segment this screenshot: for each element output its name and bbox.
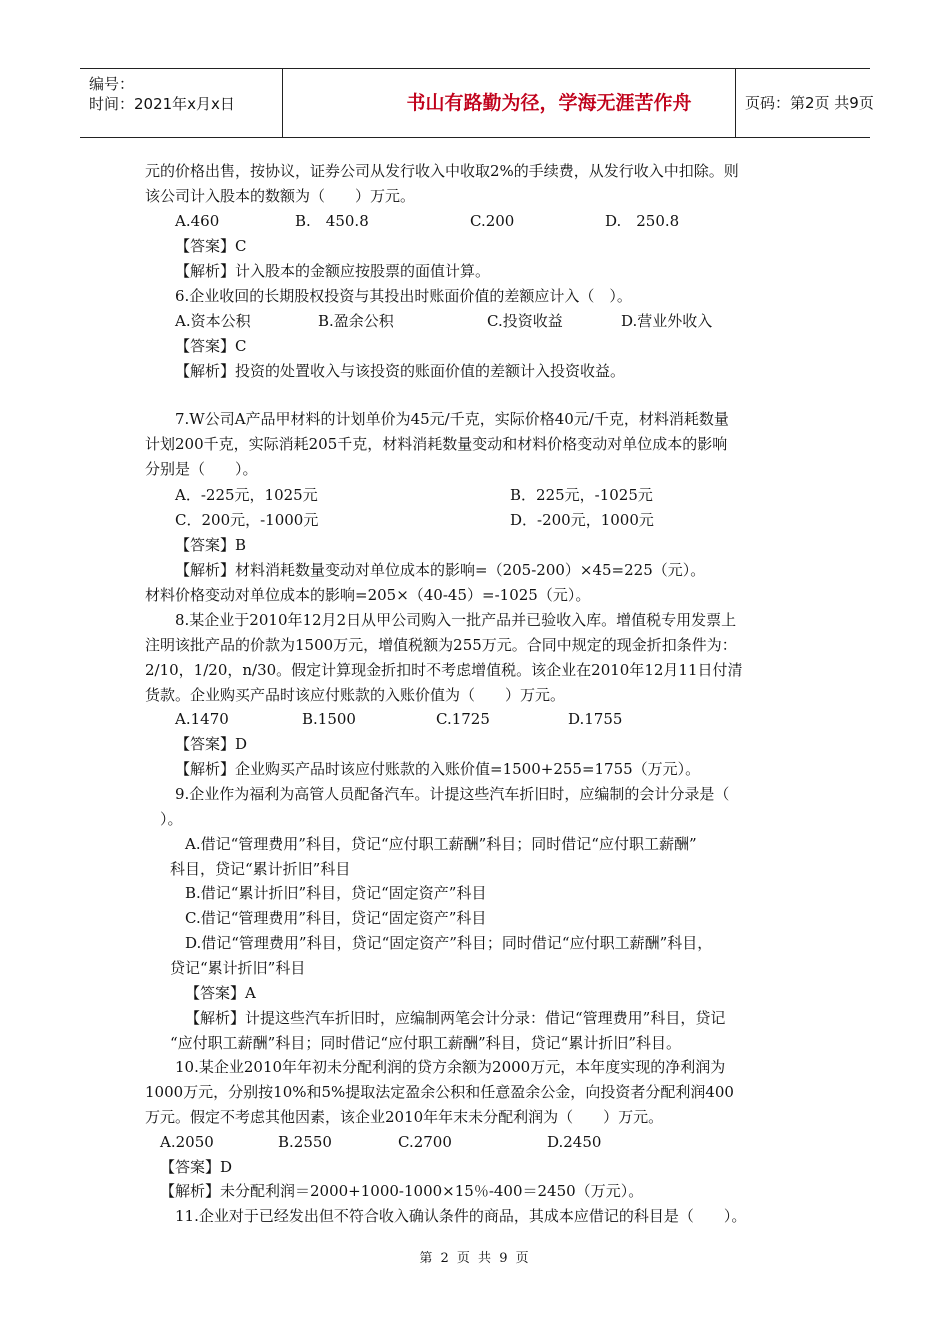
option-a: A.1470 xyxy=(175,710,229,728)
option-c: C.200 xyxy=(470,212,515,230)
answer-line: 【答案】D xyxy=(160,1158,233,1176)
answer-line: 【答案】A xyxy=(185,984,256,1002)
explanation-line: “应付职工薪酬”科目；同时借记“应付职工薪酬”科目，贷记“累计折旧”科目。 xyxy=(170,1034,682,1052)
option-b: B.盈余公积 xyxy=(318,312,394,330)
page-footer: 第 2 页 共 9 页 xyxy=(419,1251,531,1266)
explanation-line: 【解析】投资的处置收入与该投资的账面价值的差额计入投资收益。 xyxy=(175,362,626,380)
option-c: C.借记“管理费用”科目，贷记“固定资产”科目 xyxy=(185,909,487,927)
option-d: D.营业外收入 xyxy=(621,312,713,330)
header-meta xyxy=(80,69,280,137)
explanation-line: 【解析】未分配利润＝2000+1000-1000×15％-400＝2450（万元）。 xyxy=(160,1182,644,1200)
option-c: C.2700 xyxy=(398,1133,452,1151)
header-divider xyxy=(282,69,283,137)
question-6: 6.企业收回的长期股权投资与其投出时账面价值的差额应计入（ ）。 xyxy=(175,287,632,305)
option-a: A.460 xyxy=(175,212,220,230)
option-c: C.1725 xyxy=(436,710,490,728)
option-b: B.1500 xyxy=(302,710,356,728)
text-line: 元的价格出售，按协议，证券公司从发行收入中收取2%的手续费，从发行收入中扣除。则 xyxy=(145,162,739,180)
option-a: A.资本公积 xyxy=(175,312,251,330)
option-d: D.2450 xyxy=(547,1133,602,1151)
answer-line: 【答案】D xyxy=(175,735,248,753)
option-c: C.投资收益 xyxy=(487,312,563,330)
explanation-line: 材料价格变动对单位成本的影响=205×（40-45）=-1025（元）。 xyxy=(145,586,591,604)
question-8: 8.某企业于2010年12月2日从甲公司购入一批产品并已验收入库。增值税专用发票上 xyxy=(175,611,737,629)
date-label: 时间：2021年x月x日 xyxy=(89,95,235,113)
question-10: 10.某企业2010年年初未分配利润的贷方余额为2000万元，本年度实现的净利润为 xyxy=(175,1058,726,1076)
serial-number-label: 编号： xyxy=(89,75,135,93)
option-b: B．225元，-1025元 xyxy=(510,486,653,504)
text-line: 分别是（ ）。 xyxy=(145,460,258,478)
option-d: D．-200元，1000元 xyxy=(510,511,654,529)
text-line: 科目，贷记“累计折旧”科目 xyxy=(170,860,351,878)
answer-line: 【答案】B xyxy=(175,536,247,554)
option-c: C．200元，-1000元 xyxy=(175,511,319,529)
option-b: B. 450.8 xyxy=(295,212,369,230)
text-line: 贷记“累计折旧”科目 xyxy=(170,959,306,977)
explanation-line: 【解析】企业购买产品时该应付账款的入账价值=1500+255=1755（万元）。 xyxy=(175,760,701,778)
option-b: B.借记“累计折旧”科目，贷记“固定资产”科目 xyxy=(185,884,487,902)
text-line: 计划200千克，实际消耗205千克，材料消耗数量变动和材料价格变动对单位成本的影响 xyxy=(145,435,728,453)
option-d: D.借记“管理费用”科目，贷记“固定资产”科目；同时借记“应付职工薪酬”科目， xyxy=(185,934,713,952)
header-motto: 书山有路勤为径，学海无涯苦作舟 xyxy=(406,92,692,114)
answer-line: 【答案】C xyxy=(175,237,247,255)
text-line: 该公司计入股本的数额为（ ）万元。 xyxy=(145,187,416,205)
text-line: 货款。企业购买产品时该应付账款的入账价值为（ ）万元。 xyxy=(145,686,566,704)
text-line: 1000万元，分别按10%和5%提取法定盈余公积和任意盈余公金，向投资者分配利润400 xyxy=(145,1083,734,1101)
page-header xyxy=(80,68,874,138)
text-line: 万元。假定不考虑其他因素，该企业2010年年末未分配利润为（ ）万元。 xyxy=(145,1108,664,1126)
question-7: 7.W公司A产品甲材料的计划单价为45元/千克，实际价格40元/千克，材料消耗数量 xyxy=(175,410,729,428)
option-a: A.借记“管理费用”科目，贷记“应付职工薪酬”科目；同时借记“应付职工薪酬” xyxy=(185,835,697,853)
text-line: ）。 xyxy=(160,810,183,828)
text-line: 注明该批产品的价款为1500万元，增值税额为255万元。合同中规定的现金折扣条件为： xyxy=(145,636,737,654)
header-page-number: 页码：第2页 共9页 xyxy=(745,94,874,112)
question-9: 9.企业作为福利为高管人员配备汽车。计提这些汽车折旧时，应编制的会计分录是（ xyxy=(175,785,730,803)
option-b: B.2550 xyxy=(278,1133,332,1151)
question-11: 11.企业对于已经发出但不符合收入确认条件的商品，其成本应借记的科目是（ ）。 xyxy=(175,1207,747,1225)
explanation-line: 【解析】计入股本的金额应按股票的面值计算。 xyxy=(175,262,491,280)
option-d: D.1755 xyxy=(568,710,623,728)
header-divider xyxy=(735,69,736,137)
option-a: A．-225元，1025元 xyxy=(175,486,318,504)
text-line: 2/10，1/20，n/30。假定计算现金折扣时不考虑增值税。该企业在2010年12月11日付清 xyxy=(145,661,743,679)
option-d: D. 250.8 xyxy=(605,212,680,230)
answer-line: 【答案】C xyxy=(175,337,247,355)
explanation-line: 【解析】计提这些汽车折旧时，应编制两笔会计分录：借记“管理费用”科目，贷记 xyxy=(185,1009,726,1027)
option-a: A.2050 xyxy=(160,1133,214,1151)
explanation-line: 【解析】材料消耗数量变动对单位成本的影响=（205-200）×45=225（元）。 xyxy=(175,561,706,579)
